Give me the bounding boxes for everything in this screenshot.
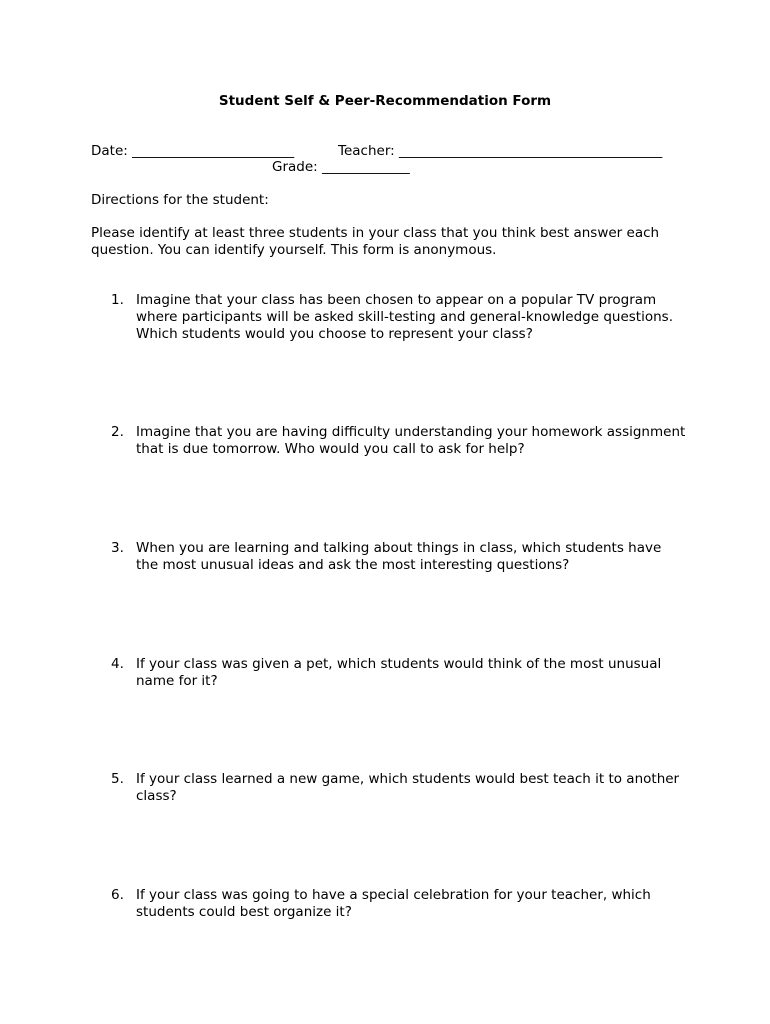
question-number: 5. — [111, 771, 124, 787]
question-text: When you are learning and talking about things in class, which students have the most unusual ideas and ask the most interesting questions? — [136, 540, 662, 573]
question-text: If your class was going to have a special celebration for your teacher, which students could best organize it? — [136, 887, 651, 920]
directions-text: Please identify at least three students in your class that you think best answer each question. You can identify yourself. This form is anonymous. — [91, 225, 660, 258]
teacher-field-label: Teacher: _______________________________________ — [338, 143, 663, 159]
question-number: 3. — [111, 540, 124, 556]
question-number: 1. — [111, 292, 124, 308]
question-text: If your class was given a pet, which students would think of the most unusual name for it? — [136, 656, 662, 689]
grade-field-label: Grade: _____________ — [272, 159, 410, 175]
date-field-label: Date: ________________________ — [91, 143, 295, 159]
question-text: Imagine that you are having difficulty understanding your homework assignment that is due tomorrow. Who would you call to ask for help? — [136, 424, 686, 457]
directions-heading: Directions for the student: — [91, 192, 269, 208]
question-text: Imagine that your class has been chosen to appear on a popular TV program where participants will be asked skill-testing and general-knowledge questions. Which students would you choose to represent your class? — [136, 292, 673, 342]
question-number: 2. — [111, 424, 124, 440]
form-title: Student Self & Peer-Recommendation Form — [218, 93, 552, 109]
question-number: 4. — [111, 656, 124, 672]
question-number: 6. — [111, 887, 124, 903]
question-text: If your class learned a new game, which students would best teach it to another class? — [136, 771, 680, 804]
